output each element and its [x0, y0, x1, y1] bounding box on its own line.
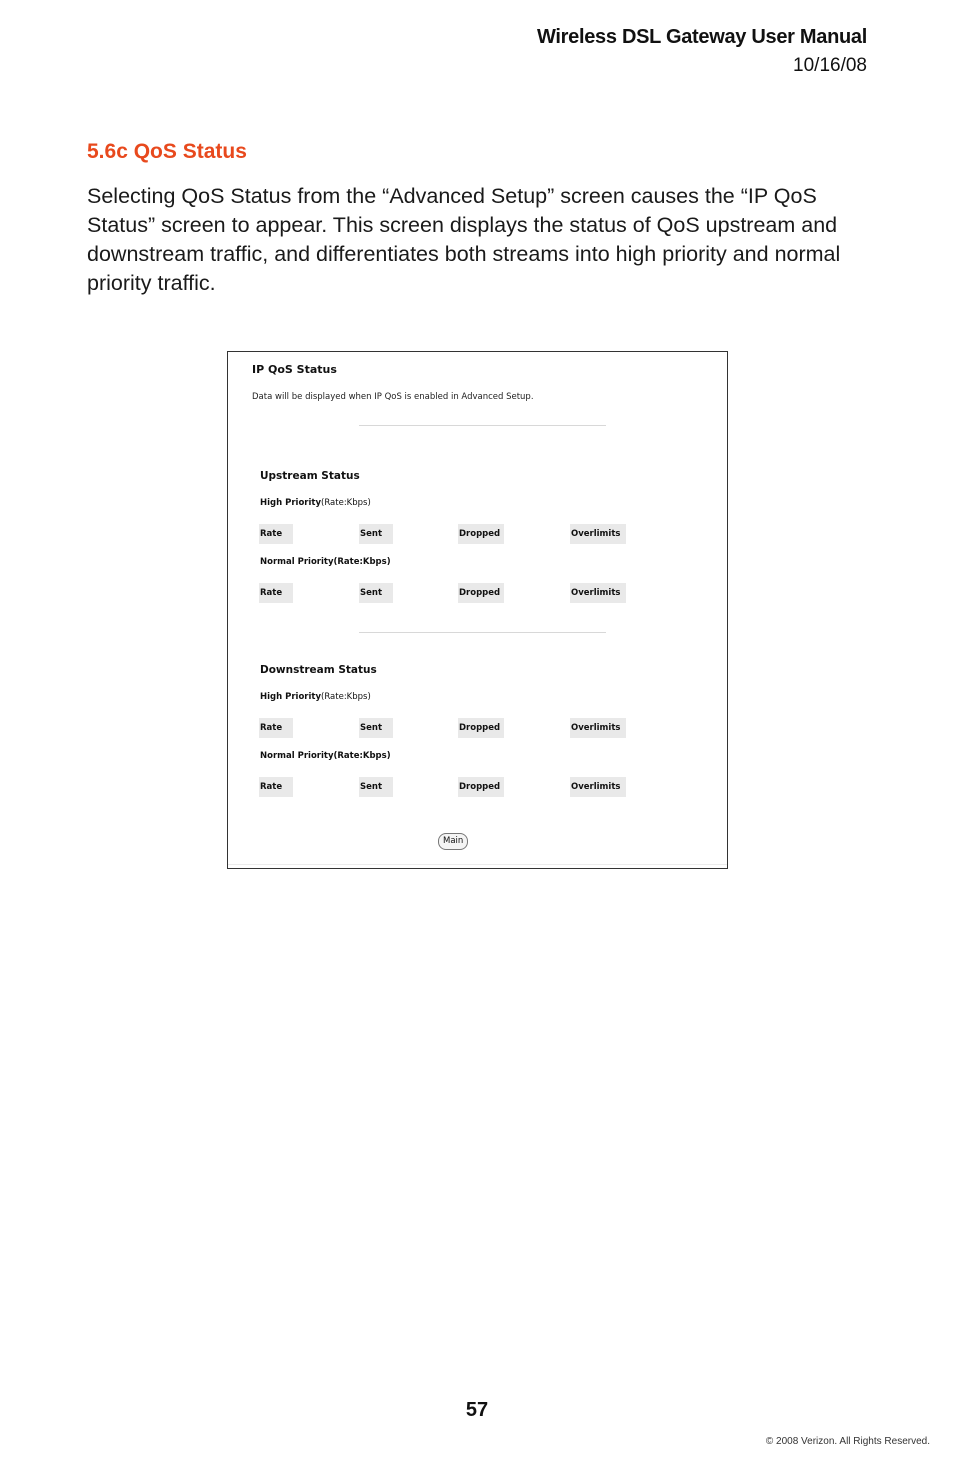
upstream-heading: Upstream Status [260, 470, 360, 482]
downstream-normal-rate-header: Rate [259, 777, 293, 797]
upstream-high-priority-label [260, 498, 371, 508]
upstream-normal-priority-label: Normal Priority(Rate:Kbps) [260, 557, 391, 567]
screen-note: Data will be displayed when IP QoS is enabled in Advanced Setup. [252, 392, 534, 402]
separator [359, 632, 606, 633]
page-number: 57 [465, 1399, 489, 1421]
downstream-high-overlimits-header: Overlimits [570, 718, 626, 738]
qos-status-screenshot [227, 351, 728, 869]
downstream-high-sent-header: Sent [359, 718, 393, 738]
priority-unit: (Rate:Kbps) [321, 498, 371, 508]
downstream-normal-dropped-header: Dropped [458, 777, 504, 797]
downstream-normal-priority-label: Normal Priority(Rate:Kbps) [260, 751, 391, 761]
downstream-high-rate-header: Rate [259, 718, 293, 738]
manual-date: 10/16/08 [793, 55, 867, 76]
priority-name: High Priority [260, 498, 322, 508]
manual-title: Wireless DSL Gateway User Manual [537, 26, 867, 48]
downstream-heading: Downstream Status [260, 664, 377, 676]
upstream-normal-rate-header: Rate [259, 583, 293, 603]
upstream-high-sent-header: Sent [359, 524, 393, 544]
downstream-normal-overlimits-header: Overlimits [570, 777, 626, 797]
downstream-high-priority-label [260, 692, 371, 702]
priority-name: High Priority [260, 692, 322, 702]
upstream-normal-sent-header: Sent [359, 583, 393, 603]
upstream-high-rate-header: Rate [259, 524, 293, 544]
upstream-high-overlimits-header: Overlimits [570, 524, 626, 544]
priority-unit: (Rate:Kbps) [321, 692, 371, 702]
separator [359, 425, 606, 426]
upstream-high-dropped-header: Dropped [458, 524, 504, 544]
main-button[interactable]: Main [438, 833, 468, 850]
upstream-normal-overlimits-header: Overlimits [570, 583, 626, 603]
downstream-normal-sent-header: Sent [359, 777, 393, 797]
copyright: © 2008 Verizon. All Rights Reserved. [765, 1436, 930, 1447]
section-body: Selecting QoS Status from the “Advanced Setup” screen causes the “IP QoS Status” screen to appear. This screen displays the status of QoS upstream and downstream traffic, and differentiates both streams into high priority and normal priority traffic. [87, 184, 841, 295]
upstream-normal-dropped-header: Dropped [458, 583, 504, 603]
screen-title: IP QoS Status [252, 363, 337, 376]
section-title: 5.6c QoS Status [87, 140, 247, 163]
downstream-high-dropped-header: Dropped [458, 718, 504, 738]
bottom-rule [228, 864, 727, 865]
